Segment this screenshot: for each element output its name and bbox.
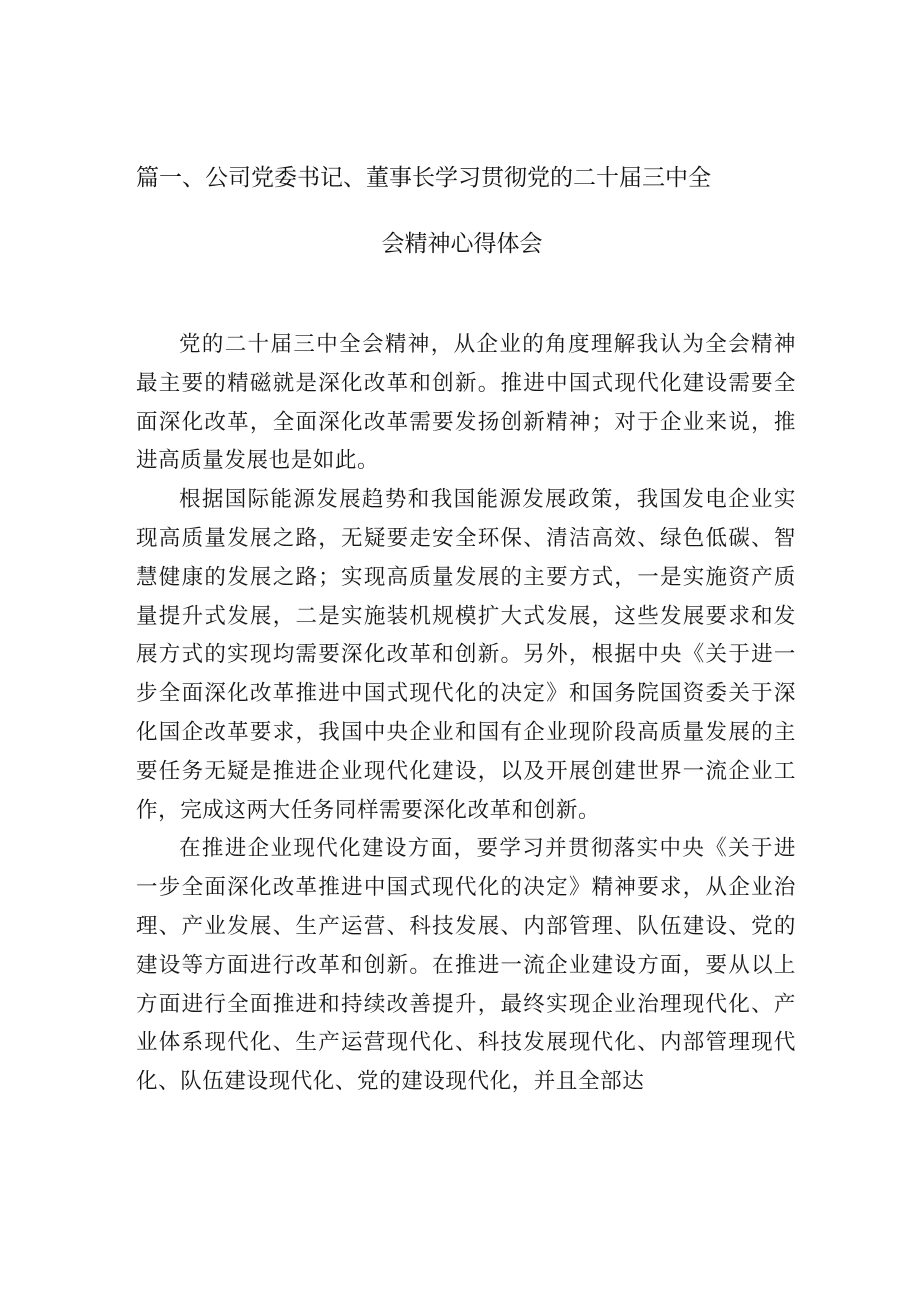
document-body [136,326,796,1102]
document-title-line-2: 会精神心得体会 [381,231,543,257]
document-title-line-1: 篇一、公司党委书记、董事长学习贯彻党的二十届三中全 [136,165,711,191]
paragraph-1: 党的二十届三中全会精神，从企业的角度理解我认为全会精神最主要的精磁就是深化改革和创新。推进中国式现代化建设需要全面深化改革，全面深化改革需要发扬创新精神；对于企业来说，推进高质量发展也是如此。 [136,332,796,474]
paragraph-2: 根据国际能源发展趋势和我国能源发展政策，我国发电企业实现高质量发展之路，无疑要走安全环保、清洁高效、绿色低碳、智慧健康的发展之路；实现高质量发展的主要方式，一是实施资产质量提升式发展，二是实施装机规模扩大式发展，这些发展要求和发展方式的实现均需要深化改革和创新。另外，根据中央《关于进一步全面深化改革推进中国式现代化的决定》和国务院国资委关于深化国企改革要求，我国中央企业和国有企业现阶段高质量发展的主要任务无疑是推进企业现代化建设，以及开展创建世界一流企业工作，完成这两大任务同样需要深化改革和创新。 [136,487,796,823]
paragraph-3: 在推进企业现代化建设方面，要学习并贯彻落实中央《关于进一步全面深化改革推进中国式现代化的决定》精神要求，从企业治理、产业发展、生产运营、科技发展、内部管理、队伍建设、党的建设等方面进行改革和创新。在推进一流企业建设方面，要从以上方面进行全面推进和持续改善提升，最终实现企业治理现代化、产业体系现代化、生产运营现代化、科技发展现代化、内部管理现代化、队伍建设现代化、党的建设现代化，并且全部达 [136,836,796,1095]
